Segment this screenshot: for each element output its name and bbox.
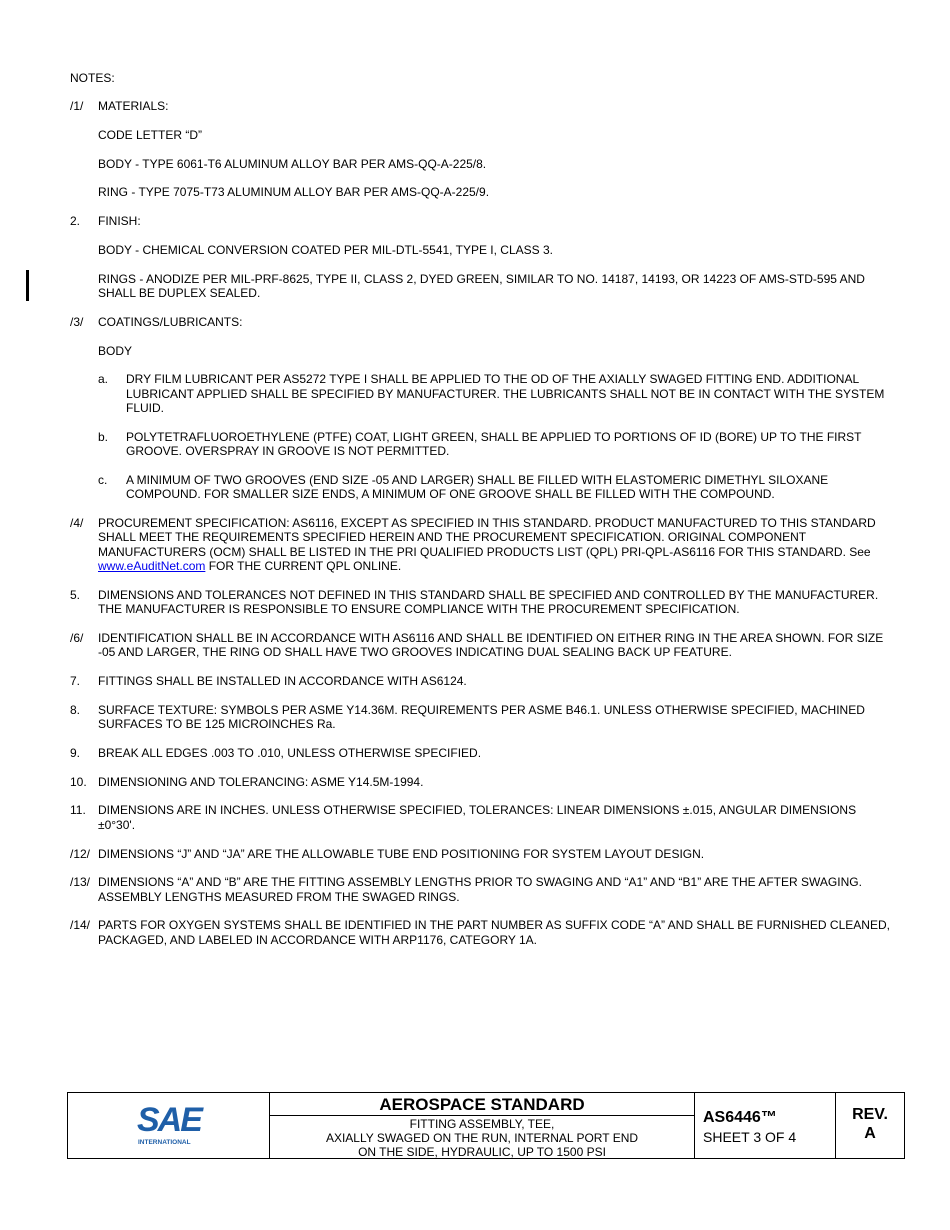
note-number: /4/ [70,516,84,531]
note-paragraph: BODY - TYPE 6061-T6 ALUMINUM ALLOY BAR PER AMS-QQ-A-225/8. [98,156,487,171]
note-item [70,775,890,789]
title-block [67,1092,905,1159]
note-subitem [98,473,890,502]
logo-cell [68,1093,270,1158]
note-body [98,703,890,732]
note-number: /12/ [70,846,91,861]
note-item [70,803,890,832]
note-paragraph: CODE LETTER “D” [98,127,203,142]
revision-cell [836,1093,904,1158]
note-item [70,703,890,732]
note-number: 9. [70,745,81,760]
description-line: AXIALLY SWAGED ON THE RUN, INTERNAL PORT END [325,1131,639,1145]
note-body [98,803,890,832]
note-body [98,315,890,502]
revision-change-bar [26,270,29,301]
note-text: IDENTIFICATION SHALL BE IN ACCORDANCE WITH AS6116 AND SHALL BE IDENTIFIED ON EITHER RING IN THE AREA SHOWN. FOR SIZE -05 AND LARGER, THE RING OD SHALL HAVE TWO GROOVES INDICATING DUAL SEALING BACK UP FEATURE. [98,630,884,660]
note-item [70,631,890,660]
note-text: DIMENSIONS ARE IN INCHES. UNLESS OTHERWISE SPECIFIED, TOLERANCES: LINEAR DIMENSIONS ±.015, ANGULAR DIMENSIONS ±0°30'. [98,803,857,832]
note-text [98,516,890,573]
note-body [98,674,890,688]
note-item [70,516,890,573]
note-text-after: FOR THE CURRENT QPL ONLINE. [205,558,402,573]
subitem-label: a. [98,372,109,387]
note-item [70,674,890,688]
notes-heading: NOTES: [70,71,115,85]
standard-title: AEROSPACE STANDARD [270,1093,694,1116]
note-text: DIMENSIONS AND TOLERANCES NOT DEFINED IN THIS STANDARD SHALL BE SPECIFIED AND CONTROLLED BY THE MANUFACTURER. THE MANUFACTURER IS RESPONSIBLE TO ENSURE COMPLIANCE WITH THE PROCUREMENT SPECIFICATION. [98,587,879,617]
subitem-text: DRY FILM LUBRICANT PER AS5272 TYPE I SHALL BE APPLIED TO THE OD OF THE AXIALLY SWAGED FITTING END. ADDITIONAL LUBRICANT APPLIED SHALL BE SPECIFIED BY MANUFACTURER. THE LUBRICANTS SHALL NOT BE IN CONTACT WITH THE SYSTEM FLUID. [126,372,885,416]
note-number: 11. [70,803,86,818]
note-paragraph: COATINGS/LUBRICANTS: [98,314,243,329]
note-subitem [98,372,890,415]
note-number: /3/ [70,314,84,329]
description-line: FITTING ASSEMBLY, TEE, [409,1117,555,1131]
note-body [98,631,890,660]
note-body [98,775,890,789]
logo-subtext: INTERNATIONAL [138,1139,191,1146]
doc-number-cell [695,1093,836,1158]
note-body [98,875,890,904]
rev-label: REV. [852,1106,888,1123]
note-paragraph: FINISH: [98,214,141,229]
note-body [98,99,890,200]
note-paragraph: MATERIALS: [98,99,169,113]
subitem-text: A MINIMUM OF TWO GROOVES (END SIZE -05 AND LARGER) SHALL BE FILLED WITH ELASTOMERIC DIMETHYL SILOXANE COMPOUND. FOR SMALLER SIZE ENDS, A MINIMUM OF ONE GROOVE SHALL BE FILLED WITH THE COMPOUND. [126,472,829,502]
note-item [70,875,890,904]
note-paragraph: BODY [98,343,133,358]
note-subitem [98,430,890,459]
note-text: DIMENSIONS “J” AND “JA” ARE THE ALLOWABLE TUBE END POSITIONING FOR SYSTEM LAYOUT DESIGN. [98,846,705,861]
note-paragraph: RINGS - ANODIZE PER MIL-PRF-8625, TYPE II, CLASS 2, DYED GREEN, SIMILAR TO NO. 14187, 14193, OR 14223 OF AMS-STD-595 AND SHALL BE DUPLEX SEALED. [98,271,865,301]
note-number: 5. [70,587,81,602]
note-item [70,315,890,502]
note-item [70,99,890,200]
note-number: 8. [70,702,81,717]
note-number: 2. [70,214,81,229]
note-text: FITTINGS SHALL BE INSTALLED IN ACCORDANCE WITH AS6124. [98,673,467,688]
note-body [98,588,890,617]
note-text: BREAK ALL EDGES .003 TO .010, UNLESS OTHERWISE SPECIFIED. [98,745,482,760]
subitem-label: c. [98,472,108,487]
subitem-text: POLYTETRAFLUOROETHYLENE (PTFE) COAT, LIGHT GREEN, SHALL BE APPLIED TO PORTIONS OF ID (BORE) UP TO THE FIRST GROOVE. OVERSPRAY IN GROOVE IS NOT PERMITTED. [126,429,862,459]
rev-value: A [864,1125,876,1142]
note-text: DIMENSIONS “A” AND “B” ARE THE FITTING ASSEMBLY LENGTHS PRIOR TO SWAGING AND “A1” AND “B1” ARE THE AFTER SWAGING. ASSEMBLY LENGTHS MEASURED FROM THE SWAGED RINGS. [98,875,862,904]
note-number: /14/ [70,918,91,933]
note-body [98,214,890,300]
note-text: SURFACE TEXTURE: SYMBOLS PER ASME Y14.36M. REQUIREMENTS PER ASME B46.1. UNLESS OTHERWISE SPECIFIED, MACHINED SURFACES TO BE 125 MICROINCHES Ra. [98,702,865,732]
note-number: 7. [70,673,81,688]
title-cell [270,1093,695,1158]
note-text-before: PROCUREMENT SPECIFICATION: AS6116, EXCEPT AS SPECIFIED IN THIS STANDARD. PRODUCT MANUFACTURED TO THIS STANDARD SHALL MEET THE REQUIREMENTS SPECIFIED HEREIN AND THE PROCUREMENT SPECIFICATION. ORIGINAL COMPONENT MANUFACTURERS (OCM) SHALL BE LISTED IN THE PRI QUALIFIED PRODUCTS LIST (QPL) PRI-QPL-AS6116 FOR THIS STANDARD. See [98,516,876,559]
description-line: ON THE SIDE, HYDRAULIC, UP TO 1500 PSI [358,1145,606,1159]
note-text: PARTS FOR OXYGEN SYSTEMS SHALL BE IDENTIFIED IN THE PART NUMBER AS SUFFIX CODE “A” AND SHALL BE FURNISHED CLEANED, PACKAGED, AND LABELED IN ACCORDANCE WITH ARP1176, CATEGORY 1A. [98,918,890,947]
note-body [98,847,890,861]
note-body [98,918,890,947]
note-item [70,746,890,760]
note-number: /13/ [70,875,91,890]
note-item [70,918,890,947]
doc-number: AS6446™ [703,1109,777,1126]
note-item [70,588,890,617]
subitem-label: b. [98,429,109,444]
notes-list [70,99,890,961]
note-number: /1/ [70,99,84,113]
note-text: DIMENSIONING AND TOLERANCING: ASME Y14.5M-1994. [98,774,424,789]
note-paragraph: RING - TYPE 7075-T73 ALUMINUM ALLOY BAR PER AMS-QQ-A-225/9. [98,185,490,200]
sheet-number: SHEET 3 OF 4 [703,1129,797,1145]
sae-logo [136,1100,204,1146]
note-item [70,214,890,300]
description [270,1116,694,1159]
note-paragraph: BODY - CHEMICAL CONVERSION COATED PER MIL-DTL-5541, TYPE I, CLASS 3. [98,242,554,257]
note-number: 10. [70,774,87,789]
eauditnet-link[interactable]: www.eAuditNet.com [98,558,206,573]
logo-text: SAE [137,1101,201,1139]
note-body [98,746,890,760]
note-number: /6/ [70,630,84,645]
note-body [98,516,890,573]
note-item [70,847,890,861]
